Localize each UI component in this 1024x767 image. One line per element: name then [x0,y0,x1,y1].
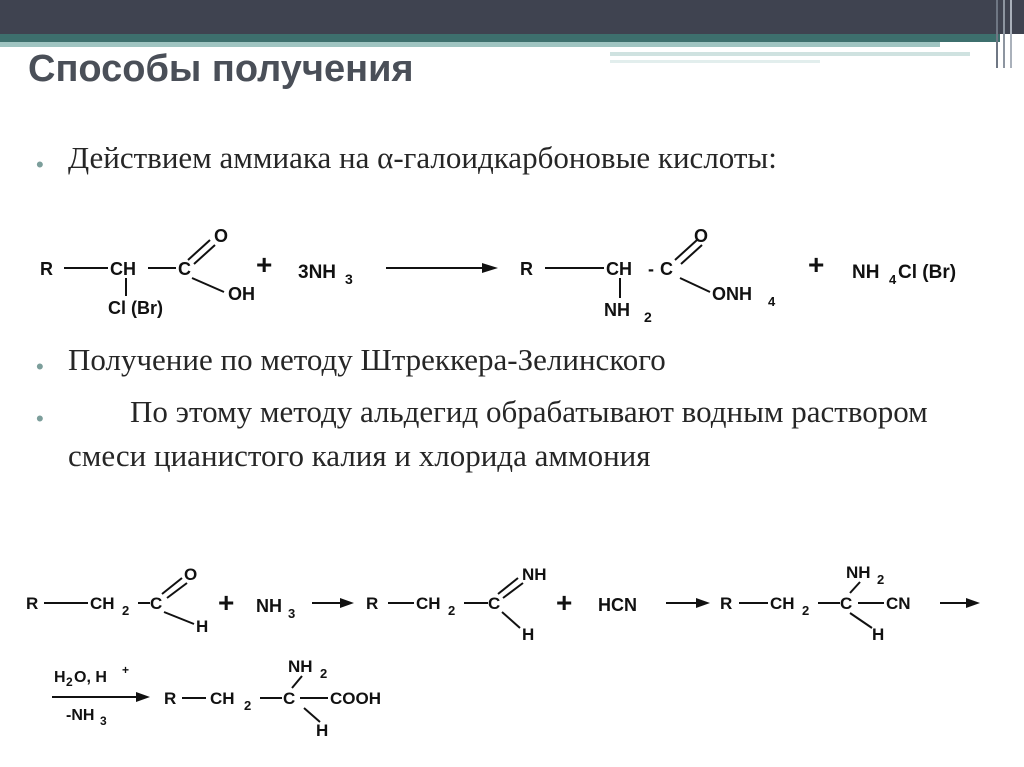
r1-product-onh: ONH [712,284,752,304]
r1-product-c: C [660,259,673,279]
bullet-dot: • [36,152,44,177]
r1-product-onh-sub: 4 [768,294,776,309]
r2-cond-h-sub: 2 [66,675,73,689]
r1-product-r: R [520,259,533,279]
r2-plus-2: + [556,587,573,618]
r2-s4-r: R [164,689,177,708]
r1-product-ch: CH [606,259,632,279]
r2-cond-nh3-sub: 3 [100,714,107,728]
r1-byproduct-nh: NH [852,262,880,283]
r2-s3-nh-sub: 2 [877,572,885,587]
r2-s1-c: C [150,594,163,613]
r2-s1-r: R [26,594,39,613]
bullet-dot: • [36,354,44,379]
r2-s3-r: R [720,594,733,613]
r2-s3-ch: CH [770,594,795,613]
r2-s2-ch: CH [416,594,441,613]
r2-nh3-sub: 3 [288,606,296,621]
r2-s4-h: H [316,721,329,740]
r1-byproduct-sub: 4 [889,272,897,287]
r2-s2-r: R [366,594,379,613]
r2-s2-c: C [488,594,501,613]
bullet-text-method: По этому методу альдегид обрабатывают водным раствором смеси цианистого калия и хлорида аммония [68,394,936,473]
r2-s1-ch-sub: 2 [122,603,130,618]
bond-lines [44,240,968,722]
r2-cond-nh3: -NH [66,707,95,724]
r2-s3-h: H [872,625,885,644]
r1-product-nh: NH [604,300,630,320]
r1-reactant-oh: OH [228,284,255,304]
r2-cond-oh: O, H [74,669,107,686]
r1-reactant-o: O [214,226,229,246]
slide-title: Способы получения [28,48,414,90]
bullet-text-strecker: Получение по методу Штреккера-Зелинского [68,342,666,377]
r1-plus-2: + [808,249,825,280]
r2-s2-h: H [522,625,535,644]
r2-nh3: NH [256,596,282,616]
r2-s1-ch: CH [90,594,115,613]
r2-cond-sup: + [122,663,130,677]
r2-cond-h: H [54,669,66,686]
r1-reagent-3nh: 3NH [298,262,337,283]
r2-s4-cooh: COOH [330,689,381,708]
r1-reactant-ch: CH [110,259,136,279]
r1-byproduct-cl: Cl (Br) [898,262,957,283]
bullet-dot: • [36,406,44,431]
arrow-heads [136,263,980,702]
r1-product-dash: - [648,259,654,279]
r2-s3-cn: CN [886,594,911,613]
r1-reactant-halogen: Cl (Br) [108,298,163,318]
r1-product-nh-sub: 2 [644,309,652,325]
r2-s3-c: C [840,594,853,613]
bullet-text-ammonia: Действием аммиака на α-галоидкарбоновые кислоты: [68,140,777,175]
r2-s4-c: C [283,689,296,708]
r2-s4-nh-sub: 2 [320,666,328,681]
r2-s2-nh: NH [522,565,547,584]
r1-reactant-c: C [178,259,191,279]
r2-s1-o: O [184,565,198,584]
r1-plus: + [256,249,273,280]
r2-s1-h: H [196,617,209,636]
r2-s3-nh: NH [846,563,871,582]
r1-reagent-sub: 3 [345,271,353,287]
r2-s4-ch: CH [210,689,235,708]
r2-s2-ch-sub: 2 [448,603,456,618]
r1-reactant-r: R [40,259,53,279]
r2-s3-ch-sub: 2 [802,603,810,618]
r1-product-o: O [694,226,709,246]
r2-s4-nh: NH [288,657,313,676]
r2-plus: + [218,587,235,618]
r2-hcn: HCN [598,595,637,615]
r2-s4-ch-sub: 2 [244,698,252,713]
